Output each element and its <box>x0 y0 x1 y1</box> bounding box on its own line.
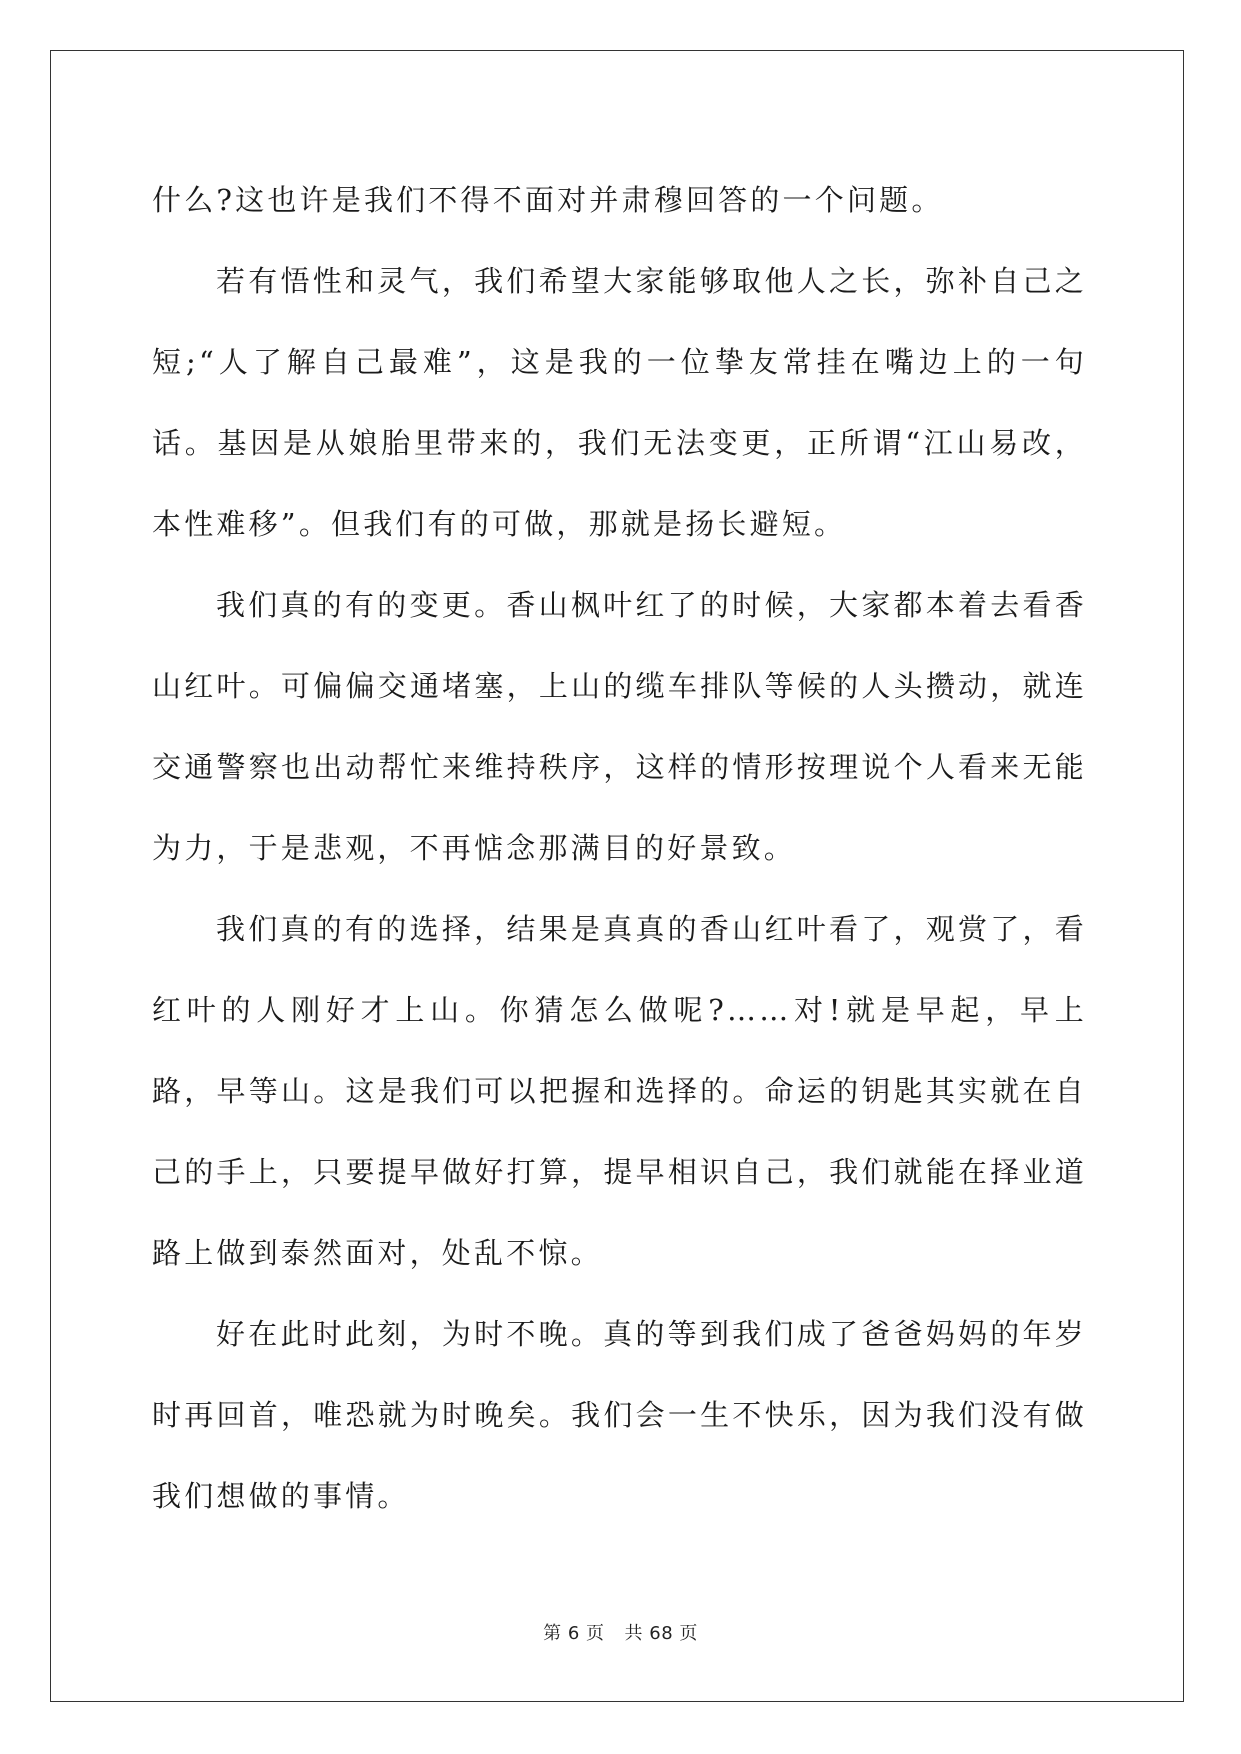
paragraph-3: 我们真的有的变更。香山枫叶红了的时候，大家都本着去看香山红叶。可偏偏交通堵塞，上山的缆车排队等候的人头攒动，就连交通警察也出动帮忙来维持秩序，这样的情形按理说个人看来无能为力，于是悲观，不再惦念那满目的好景致。 <box>152 588 1087 865</box>
paragraph-1: 什么?这也许是我们不得不面对并肃穆回答的一个问题。 <box>152 183 944 217</box>
paragraph-2: 若有悟性和灵气，我们希望大家能够取他人之长，弥补自己之短;“人了解自己最难”，这是我的一位挚友常挂在嘴边上的一句话。基因是从娘胎里带来的，我们无法变更，正所谓“江山易改，本性难移”。但我们有的可做，那就是扬长避短。 <box>152 264 1087 541</box>
page-number: 第 6 页 <box>543 1623 605 1644</box>
page-total: 共 68 页 <box>624 1623 698 1644</box>
page-footer <box>0 1619 1241 1645</box>
paragraph-5: 好在此时此刻，为时不晚。真的等到我们成了爸爸妈妈的年岁时再回首，唯恐就为时晚矣。我们会一生不快乐，因为我们没有做我们想做的事情。 <box>152 1317 1087 1513</box>
paragraph-4: 我们真的有的选择，结果是真真的香山红叶看了，观赏了，看红叶的人刚好才上山。你猜怎么做呢?……对!就是早起，早上路，早等山。这是我们可以把握和选择的。命运的钥匙其实就在自己的手上，只要提早做好打算，提早相识自己，我们就能在择业道路上做到泰然面对，处乱不惊。 <box>152 912 1087 1270</box>
document-body <box>152 160 1087 1537</box>
